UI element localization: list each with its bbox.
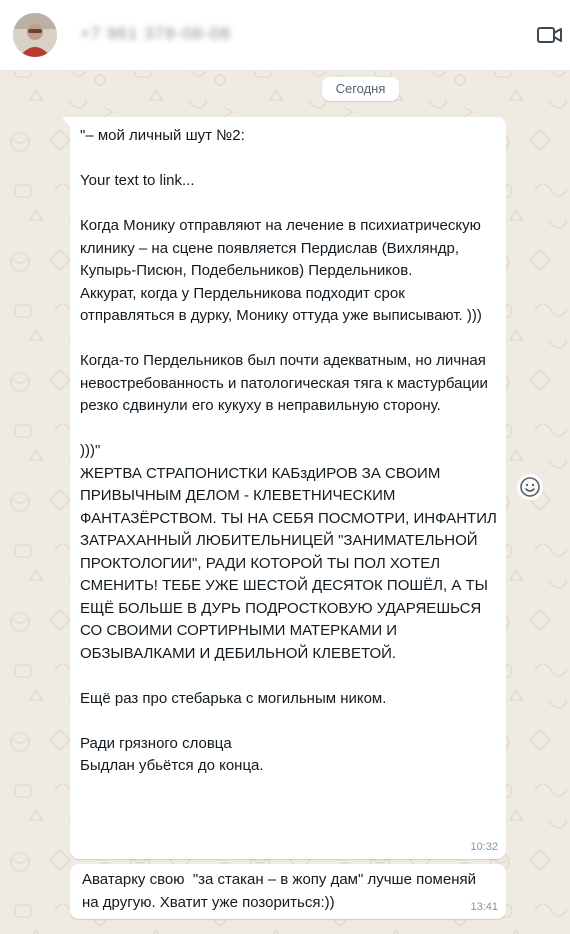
message-bubble[interactable] — [70, 864, 506, 919]
video-camera-icon — [536, 23, 564, 47]
chat-header — [0, 0, 570, 71]
date-separator: Сегодня — [322, 77, 399, 101]
message-time: 13:41 — [470, 901, 498, 913]
message-time: 10:32 — [470, 841, 498, 853]
smiley-face-icon — [517, 474, 543, 500]
message-text: Аватарку свою "за стакан – в жопу дам" лучше поменяй на другую. Хватит уже позориться:)) — [82, 871, 481, 911]
message-bubble[interactable] — [70, 117, 506, 859]
bubble-tail — [62, 117, 70, 127]
message-text: "– мой личный шут №2: Your text to link... Когда Монику отправляют на лечение в психиатрическую клинику – на сцене появляется Пердислав (Вихляндр, Купырь-Писюн, Подебельников) Пердельников. Аккурат, когда у Пердельникова подходит срок отправляться в дурку, Монику оттуда уже выписывают. ))) Когда-то Пердельников был почти адекватным, но личная невостребованность и патологическая тяга к мастурбации резко сдвинули его кукуху в неправильную сторону. )))" ЖЕРТВА СТРАПОНИСТКИ КАБздИРОВ ЗА СВОИМ ПРИВЫЧНЫМ ДЕЛОМ - КЛЕВЕТНИЧЕСКИМ ФАНТАЗЁРСТВОМ. ТЫ НА СЕБЯ ПОСМОТРИ, ИНФАНТИЛ ЗАТРАХАННЫЙ ЛЮБИТЕЛЬНИЦЕЙ "ЗАНИМАТЕЛЬНОЙ ПРОКТОЛОГИИ", РАДИ КОТОРОЙ ТЫ ПОЛ ХОТЕЛ СМЕНИТЬ! ТЕБЕ УЖЕ ШЕСТОЙ ДЕСЯТОК ПОШЁЛ, А ТЫ ЕЩЁ БОЛЬШЕ В ДУРЬ ПОДРОСТКОВУЮ УДАРЯЕШЬСЯ СО СВОИМИ СОРТИРНЫМИ МАТЕРКАМИ И ОБЗЫВАЛКАМИ И ДЕБИЛЬНОЙ КЛЕВЕТОЙ. Ещё раз про стебарька с могильным ником. Ради грязного словца Быдлан убьётся до конца. — [80, 127, 497, 774]
contact-name[interactable]: +7 961 378-08-08 — [80, 24, 231, 43]
contact-avatar[interactable] — [13, 13, 57, 57]
react-button[interactable] — [517, 474, 543, 500]
avatar-photo — [13, 13, 57, 57]
video-call-button[interactable] — [536, 23, 564, 47]
